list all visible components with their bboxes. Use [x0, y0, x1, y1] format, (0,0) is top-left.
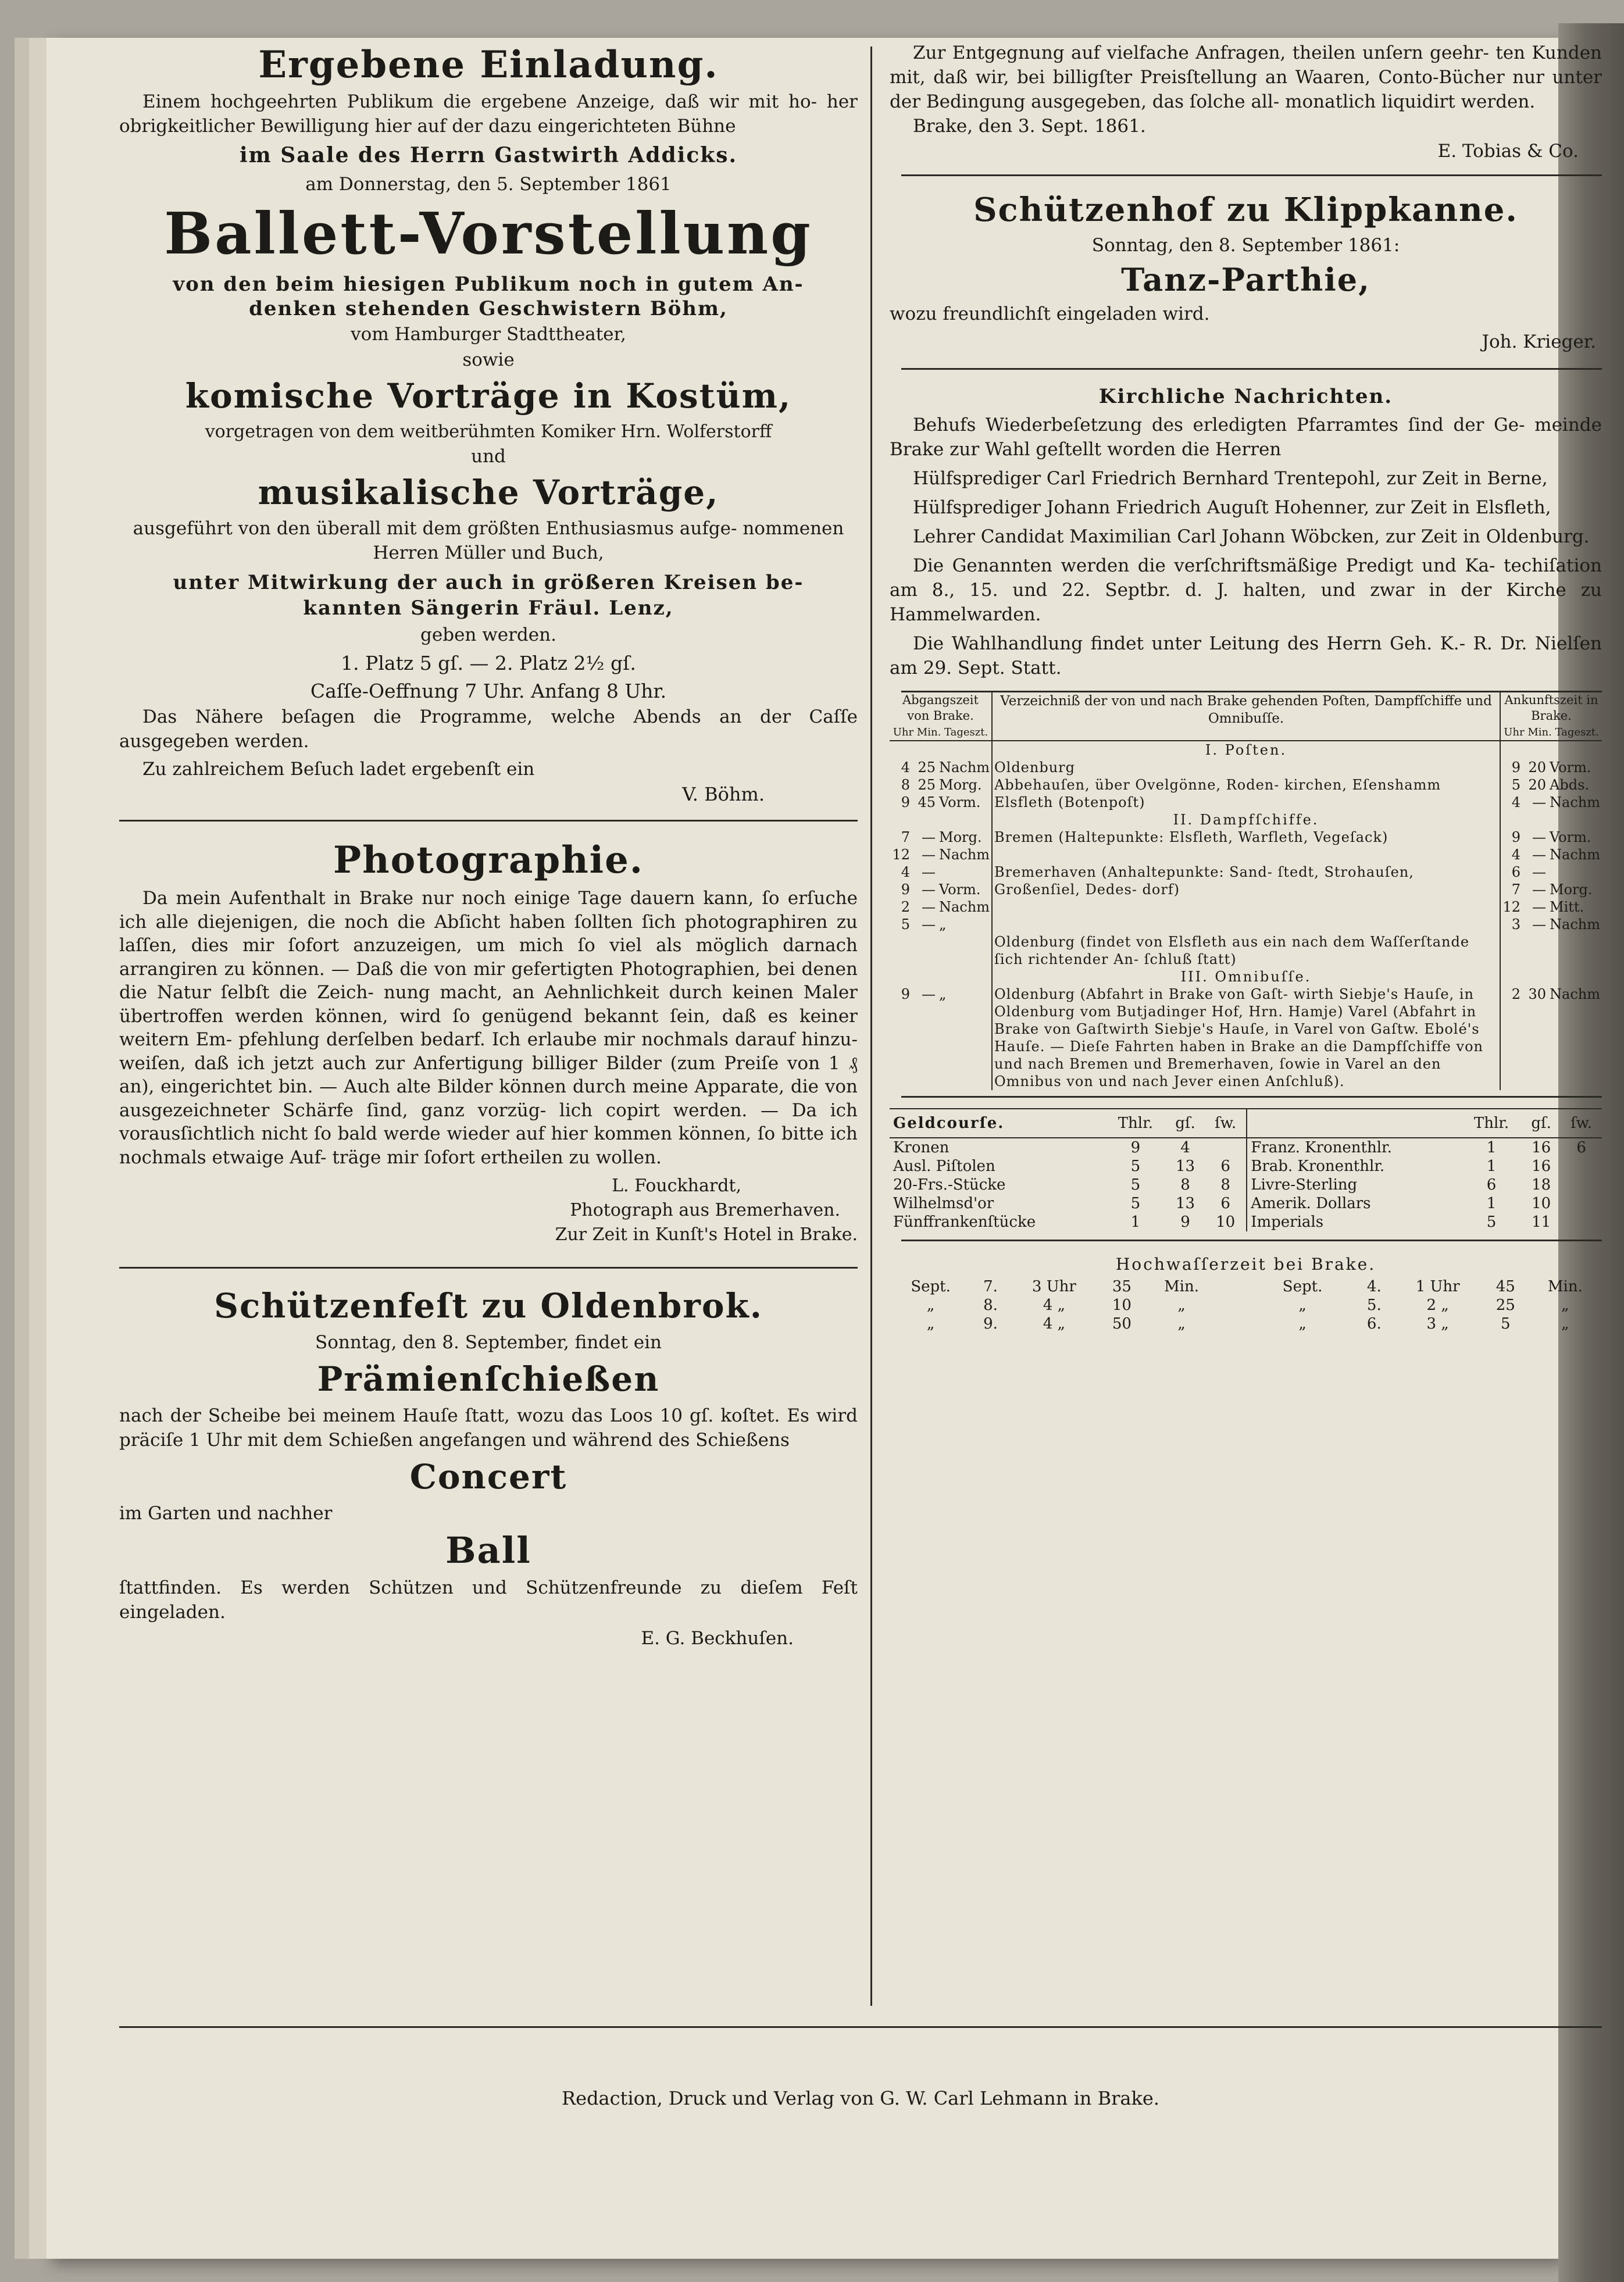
- geld-cell: 10: [1532, 1195, 1551, 1212]
- separator: [119, 1267, 858, 1269]
- fahrplan-ab-m: —: [922, 986, 936, 1002]
- einladung-byline: von den beim hiesigen Publikum noch in gutem An- denken stehenden Geschwistern Böhm,: [173, 273, 804, 320]
- schuetzenfest-signature: E. G. Beckhuſen.: [641, 1628, 794, 1649]
- hochwasser-cell: „: [1177, 1297, 1186, 1314]
- geld-header-cell: Thlr.: [1118, 1115, 1153, 1132]
- ad-photographie: [119, 834, 858, 1247]
- geld-cell: Amerik. Dollars: [1247, 1194, 1461, 1213]
- photo-sig2: Photograph aus Bremerhaven.: [570, 1200, 840, 1220]
- fahrplan-an-m: [1522, 933, 1548, 968]
- geld-header-cell: ſw.: [1571, 1115, 1593, 1132]
- kirche-p3: Die Wahlhandlung findet unter Leitung des Herrn Geh. K.- R. Dr. Nielſen am 29. Sept. Statt.: [890, 633, 1602, 678]
- schuetzenfest-ball: Ball: [445, 1529, 531, 1572]
- geld-cell: [1205, 1138, 1247, 1157]
- fahrplan-cell: [937, 811, 992, 828]
- fahrplan-header-an: Ankunftszeit in Brake. Uhr Min. Tageszt.: [1500, 692, 1602, 741]
- fahrplan-row: [890, 863, 1602, 933]
- einladung-besuch: Zu zahlreichem Beſuch ladet ergebenſt ein: [142, 759, 535, 780]
- einladung-signature: V. Böhm.: [682, 783, 765, 805]
- fahrplan-section-row: [890, 968, 1602, 985]
- hochwasser-row: [890, 1315, 1602, 1333]
- geld-cell: Kronen: [893, 1139, 950, 1156]
- fahrplan-section-row: [890, 811, 1602, 828]
- fahrplan-cell: [1522, 968, 1548, 985]
- geld-cell: 5: [1130, 1195, 1141, 1212]
- fahrplan-row: [890, 933, 1602, 968]
- fahrplan-cell: [1500, 811, 1522, 828]
- fahrplan-ab-t: Morg. Nachm: [939, 829, 990, 863]
- schuetzenfest-date: Sonntag, den 8. September, findet ein: [315, 1332, 662, 1353]
- fahrplan-an-t: Abds.: [1550, 777, 1590, 793]
- geld-cell: 10: [1216, 1213, 1236, 1231]
- fahrplan-text: Bremerhaven (Anhaltepunkte: Sand- ſtedt, Strohauſen, Großenſiel, Dedes- dorf): [992, 863, 1500, 933]
- fahrplan-ab-t: „: [939, 986, 947, 1002]
- fahrplan-ab-h: 8: [901, 777, 910, 793]
- hochwasser-row: [890, 1296, 1602, 1315]
- geld-cell: 5: [1130, 1158, 1141, 1175]
- photo-sig3: Zur Zeit in Kunſt's Hotel in Brake.: [555, 1224, 858, 1245]
- tobias-body: Zur Entgegnung auf vielfache Anfragen, theilen unſern geehr- ten Kunden mit, daß wir, bei billigſter Preisſtellung an Waaren, Conto-Bücher nur unter der Bedingung ausgegeben, das ſolche all- monatlich liquidirt werden.: [890, 42, 1602, 112]
- geld-cell: 1: [1486, 1139, 1497, 1156]
- fahrplan-section-row: [890, 741, 1602, 759]
- geld-cell: Wilhelmsd'or: [893, 1195, 994, 1212]
- fahrplan-an-t: Morg. Mitt. Nachm: [1550, 881, 1600, 933]
- hochwasser-cell: „: [926, 1297, 935, 1314]
- separator: [901, 1096, 1602, 1098]
- ad-einladung: [119, 41, 858, 807]
- left-column: [119, 41, 858, 1652]
- fahrplan-an-h: [1500, 933, 1522, 968]
- geld-cell: 1: [1486, 1158, 1497, 1175]
- geld-cell: 11: [1532, 1213, 1551, 1231]
- fahrplan-cell: [890, 741, 912, 759]
- fahrplan-ab-t: Morg.: [939, 777, 982, 793]
- geld-cell: [1561, 1157, 1602, 1176]
- geld-cell: Ausl. Piſtolen: [893, 1158, 995, 1175]
- hochwasser-cell: 8.: [983, 1297, 998, 1314]
- fahrplan-an-m: — —: [1532, 829, 1547, 863]
- fahrplan-an-h: 6 7 12 3: [1500, 863, 1522, 933]
- ad-tobias: [890, 41, 1602, 164]
- hochwasser-cell: 4 „: [1043, 1297, 1065, 1314]
- hochwasser-cell: Min.: [1547, 1278, 1583, 1295]
- hochwasser-cell: „: [1298, 1315, 1307, 1333]
- hochwasser-cell: 7.: [983, 1278, 998, 1295]
- geld-cell: 13: [1175, 1158, 1195, 1175]
- geld-cell: 8: [1220, 1176, 1230, 1194]
- einladung-musik: musikalische Vorträge,: [258, 473, 719, 512]
- fahrplan-cell: [937, 968, 992, 985]
- fahrplan-ab-t: Nachm: [939, 759, 990, 776]
- fahrplan-cell: [912, 741, 937, 759]
- hochwasser-cell: Sept.: [911, 1278, 951, 1295]
- geld-row: [890, 1194, 1602, 1213]
- geld-header-cell: gſ.: [1531, 1115, 1551, 1132]
- fahrplan-section-dampfschiffe: II. Dampfſchiffe.: [992, 811, 1500, 828]
- hochwasser-cell: Sept.: [1282, 1278, 1323, 1295]
- fahrplan-row: [890, 759, 1602, 776]
- geld-cell: 1: [1486, 1195, 1497, 1212]
- geld-row: [890, 1176, 1602, 1194]
- hochwasser-cell: 25: [1495, 1297, 1515, 1314]
- geld-cell: 20-Frs.-Stücke: [893, 1176, 1006, 1194]
- geld-cell: [1561, 1213, 1602, 1231]
- geld-cell: 6: [1576, 1139, 1586, 1156]
- fahrplan-cell: [1522, 811, 1548, 828]
- fahrplan-ab-h: 7 12: [892, 829, 910, 863]
- geld-cell: Franz. Kronenthlr.: [1247, 1138, 1461, 1157]
- hochwasser-cell: „: [1298, 1297, 1307, 1314]
- fahrplan-cell: [1548, 811, 1602, 828]
- fahrplan-body: [890, 741, 1602, 1090]
- kirchliche-nachrichten: [890, 380, 1602, 680]
- hochwasser-cell: 3 „: [1426, 1315, 1449, 1333]
- fahrplan-cell: [937, 741, 992, 759]
- separator: [901, 1240, 1602, 1241]
- geld-cell: [1561, 1194, 1602, 1213]
- fahrplan-section-omnibusse: III. Omnibuſſe.: [992, 968, 1500, 985]
- hochwasser-cell: 9.: [983, 1315, 998, 1333]
- kirche-title: Kirchliche Nachrichten.: [1098, 385, 1393, 408]
- einladung-komische: komische Vorträge in Kostüm,: [185, 376, 792, 416]
- geld-cell: 5: [1486, 1213, 1497, 1231]
- fahrplan-ab-m: 25: [918, 777, 936, 793]
- geld-cell: 5: [1130, 1176, 1141, 1194]
- fahrplan-an-t: Nachm: [1550, 794, 1600, 810]
- klippkanne-signature: Joh. Krieger.: [1482, 331, 1596, 352]
- geld-row: [890, 1138, 1602, 1157]
- fahrplan-an-t: Vorm. Nachm: [1550, 829, 1600, 863]
- fahrplan-ab-h: 9: [901, 986, 910, 1002]
- einladung-naehere: Das Nähere beſagen die Programme, welche Abends an der Caſſe ausgegeben werden.: [119, 706, 858, 752]
- fahrplan-an-t: Vorm.: [1550, 759, 1591, 776]
- geld-cell: 18: [1532, 1176, 1551, 1194]
- imprint-footer: Redaction, Druck und Verlag von G. W. Carl Lehmann in Brake.: [562, 2087, 1159, 2109]
- fahrplan-an-t: [1548, 933, 1602, 968]
- kirche-p2: Die Genannten werden die verſchriftsmäßige Predigt und Ka- techiſation am 8., 15. und 22. Septbr. d. J. halten, und zwar in der Kirche zu Hammelwarden.: [890, 555, 1602, 625]
- geldcourse-table: [890, 1108, 1602, 1231]
- klippkanne-invite: wozu freundlichſt eingeladen wird.: [890, 303, 1210, 324]
- geld-header-cell: [1247, 1109, 1461, 1138]
- hochwasser-row: [890, 1277, 1602, 1296]
- klippkanne-event: Tanz-Parthie,: [1121, 261, 1370, 298]
- klippkanne-date: Sonntag, den 8. September 1861:: [1091, 235, 1400, 256]
- hochwasser-cell: 1 Uhr: [1415, 1278, 1460, 1295]
- fahrplan-ab-h: 9: [901, 794, 910, 810]
- geld-cell: 6: [1220, 1158, 1230, 1175]
- geld-cell: 8: [1180, 1176, 1190, 1194]
- fahrplan-cell: [890, 811, 912, 828]
- hochwasser-cell: „: [1561, 1315, 1569, 1333]
- geld-cell: 9: [1130, 1139, 1141, 1156]
- fahrplan-text: Abbehauſen, über Ovelgönne, Roden- kirchen, Eſenshamm: [992, 776, 1500, 794]
- fahrplan-cell: [1548, 741, 1602, 759]
- geld-row: [890, 1157, 1602, 1176]
- fahrplan-cell: [1522, 741, 1548, 759]
- schuetzenfest-body: nach der Scheibe bei meinem Hauſe ſtatt, wozu das Loos 10 gſ. koſtet. Es wird präciſe 1 Uhr mit dem Schießen angefangen und während des Schießens: [119, 1405, 858, 1451]
- hochwasser-cell: 6.: [1366, 1315, 1382, 1333]
- fahrplan-cell: [912, 811, 937, 828]
- fahrplan-ab-m: 45: [918, 794, 936, 810]
- column-divider: [870, 47, 872, 2006]
- einladung-komiker: vorgetragen von dem weitberühmten Komiker Hrn. Wolferstorff: [205, 422, 772, 442]
- fahrplan-section-posten: I. Poſten.: [992, 741, 1500, 759]
- fahrplan-table: [890, 692, 1602, 1090]
- geld-cell: 6: [1220, 1195, 1230, 1212]
- hochwasser-title: Hochwaſſerzeit bei Brake.: [1115, 1255, 1376, 1274]
- fahrplan-an-h: 9: [1500, 759, 1522, 776]
- hochwasser-cell: „: [1177, 1315, 1186, 1333]
- fahrplan-an-m: 30: [1528, 986, 1547, 1002]
- hochwasser-cell: 5: [1500, 1315, 1511, 1333]
- hochwasser-cell: Min.: [1164, 1278, 1200, 1295]
- fahrplan-text: Oldenburg (findet von Elsfleth aus ein nach dem Waſſerſtande ſich richtender An- ſchluß ſtatt): [992, 933, 1500, 968]
- hochwasser-cell: 2 „: [1426, 1297, 1449, 1314]
- fahrplan-row: [890, 828, 1602, 863]
- fahrplan-an-m: —: [1532, 794, 1547, 810]
- fahrplan-text: Oldenburg: [992, 759, 1500, 776]
- hochwasser-cell: „: [926, 1315, 935, 1333]
- geld-cell: Imperials: [1247, 1213, 1461, 1231]
- hochwasser-cell: 5.: [1366, 1297, 1382, 1314]
- fahrplan-header-ab: Abgangszeit von Brake. Uhr Min. Tageszt.: [890, 692, 992, 741]
- fahrplan-cell: [1500, 968, 1522, 985]
- kirche-candidate-2: Hülfsprediger Johann Friedrich Auguſt Hohenner, zur Zeit in Elsfleth,: [913, 497, 1551, 518]
- photo-sig1: L. Fouckhardt,: [612, 1176, 741, 1196]
- geld-header-cell: ſw.: [1215, 1115, 1237, 1132]
- geld-cell: 13: [1175, 1195, 1195, 1212]
- fahrplan-text: Elsfleth (Botenpoſt): [992, 794, 1500, 811]
- geld-cell: 1: [1130, 1213, 1141, 1231]
- einladung-show-title: Ballett-Vorstellung: [164, 201, 813, 267]
- kirche-candidate-3: Lehrer Candidat Maximilian Carl Johann Wöbcken, zur Zeit in Oldenburg.: [913, 526, 1590, 547]
- fahrplan-cell: [890, 968, 912, 985]
- hochwasser-table: [890, 1277, 1602, 1333]
- hochwasser-cell: 4 „: [1043, 1315, 1065, 1333]
- fahrplan-header-mid: Verzeichniß der von und nach Brake gehenden Poſten, Dampfſchiffe und Omnibuſſe.: [992, 692, 1500, 741]
- fahrplan-ab-h: 4: [901, 759, 910, 776]
- fahrplan-ab-m: — —: [922, 829, 936, 863]
- fahrplan-ab-h: 4 9 2 5: [901, 864, 910, 933]
- schuetzenfest-title: Schützenfeſt zu Oldenbrok.: [214, 1286, 763, 1326]
- fahrplan-an-h: 5: [1500, 776, 1522, 794]
- hochwasser-cell: 4.: [1366, 1278, 1382, 1295]
- separator: [119, 820, 858, 822]
- geld-cell: 4: [1180, 1139, 1190, 1156]
- geld-header-cell: Geldcourſe.: [893, 1115, 1005, 1132]
- einladung-musik-desc: ausgeführt von den überall mit dem größten Enthusiasmus aufge- nommenen Herren Müller und Buch,: [133, 518, 844, 563]
- einladung-sowie: sowie: [462, 349, 515, 370]
- fahrplan-cell: [1500, 741, 1522, 759]
- hochwasser-cell: 45: [1495, 1278, 1515, 1295]
- schuetzenfest-body2: ſtattfinden. Es werden Schützen und Schützenfreunde zu dieſem Feſt eingeladen.: [119, 1577, 858, 1623]
- geld-header-cell: Thlr.: [1473, 1115, 1509, 1132]
- fahrplan-row: [890, 794, 1602, 811]
- photo-title: Photographie.: [333, 838, 644, 882]
- schuetzenfest-concert: Concert: [409, 1457, 567, 1497]
- fahrplan-cell: [1548, 968, 1602, 985]
- geld-cell: 9: [1180, 1213, 1190, 1231]
- kirche-candidate-1: Hülfsprediger Carl Friedrich Bernhard Trentepohl, zur Zeit in Berne,: [913, 468, 1548, 489]
- fahrplan-cell: [912, 968, 937, 985]
- fahrplan-an-m: 20: [1528, 777, 1547, 793]
- einladung-und: und: [471, 446, 506, 467]
- fahrplan-ab-m: — — — —: [922, 864, 936, 933]
- geld-header-cell: gſ.: [1175, 1115, 1195, 1132]
- geld-cell: [1561, 1176, 1602, 1194]
- fahrplan-an-h: 4: [1500, 794, 1522, 811]
- hochwasser-cell: 35: [1112, 1278, 1132, 1295]
- separator: [901, 174, 1602, 176]
- hochwasser-body: [890, 1277, 1602, 1333]
- geld-cell: Brab. Kronenthlr.: [1247, 1157, 1461, 1176]
- geld-cell: 16: [1532, 1158, 1551, 1175]
- fahrplan-row: [890, 776, 1602, 794]
- schuetzenfest-praemien: Prämienſchießen: [317, 1359, 660, 1399]
- fahrplan-ab-t: [937, 933, 992, 968]
- tobias-date: Brake, den 3. Sept. 1861.: [913, 116, 1146, 137]
- ad-klippkanne: [890, 187, 1602, 358]
- einladung-oeffnung: Caſſe-Oeffnung 7 Uhr. Anfang 8 Uhr.: [310, 680, 667, 702]
- schuetzenfest-garten: im Garten und nachher: [119, 1503, 333, 1524]
- einladung-intro: Einem hochgeehrten Publikum die ergebene Anzeige, daß wir mit ho- her obrigkeitlicher Bewilligung hier auf der dazu eingerichteten Bühne: [119, 91, 858, 137]
- fahrplan-an-t: Nachm: [1550, 986, 1600, 1002]
- fahrplan-ab-t: Vorm. Nachm „: [939, 881, 990, 933]
- hochwasser-cell: 50: [1112, 1315, 1132, 1333]
- geld-header: [890, 1109, 1602, 1138]
- einladung-preise: 1. Platz 5 gſ. — 2. Platz 2½ gſ.: [341, 652, 636, 674]
- separator: [901, 368, 1602, 370]
- fahrplan-text: Bremen (Haltepunkte: Elsfleth, Warfleth, Vegeſack): [992, 828, 1500, 863]
- ad-schuetzenfest: [119, 1281, 858, 1652]
- klippkanne-title: Schützenhof zu Klippkanne.: [973, 191, 1518, 229]
- geld-row: [890, 1213, 1602, 1231]
- fahrplan-ab-m: [912, 933, 937, 968]
- einladung-mitwirkung: unter Mitwirkung der auch in größeren Kreisen be- kannten Sängerin Fräul. Lenz,: [173, 571, 804, 620]
- separator: [119, 2026, 1602, 2028]
- hochwasser-cell: 10: [1112, 1297, 1132, 1314]
- einladung-from: vom Hamburger Stadttheater,: [351, 324, 626, 345]
- photo-body: Da mein Aufenthalt in Brake nur noch einige Tage dauern kann, ſo erſuche ich alle diejenigen, die noch die Abſicht haben ſollten ſich photographiren zu laſſen, dies mir ſofort anzuzeigen, um mich ſo viel als möglich darnach arrangiren zu können. — Daß die von mir gefertigten Photographien, bei denen die Natur ſelbſt die Zeich- nung macht, an Aehnlichkeit durch keinen Maler übertroffen werden können, wird ſo genügend bekannt ſein, daß es keiner weitern Em- pfehlung derſelben bedarf. Ich erlaube mir nochmals darauf hinzu- weiſen, daß ich jetzt auch zur Anfertigung billiger Bilder (zum Preiſe von 1 ₰ an), eingerichtet bin. — Auch alte Bilder können durch meine Apparate, die von ausgezeichneter Schärfe ſind, ganz vorzüg- lich copirt werden. — Da ich vorausſichtlich nicht ſo bald werde wieder auf hier kommen können, ſo bitte ich nochmals etwaige Auf- träge mir ſofort ertheilen zu wollen.: [119, 888, 858, 1168]
- einladung-date: am Donnerstag, den 5. September 1861: [305, 174, 672, 195]
- einladung-geben: geben werden.: [420, 624, 556, 645]
- fahrplan-ab-m: 25: [918, 759, 936, 776]
- hochwasser-cell: 3 Uhr: [1031, 1278, 1076, 1295]
- fahrplan-an-h: 9 4: [1500, 828, 1522, 863]
- fahrplan-text: Oldenburg (Abfahrt in Brake von Gaſt- wirth Siebje's Hauſe, in Oldenburg vom Butjadinger Hof, Hrn. Hamje) Varel (Abfahrt in Brake von Gaſtwirth Siebje's Hauſe, in Varel von Gaſtw. Ebolé's Hauſe. — Dieſe Fahrten haben in Brake an die Dampfſchiffe von und nach Bremen und Bremerhaven, ſowie in Varel an den Omnibus von und nach Jever einen Anſchluß).: [992, 985, 1500, 1090]
- fahrplan-an-m: — — — —: [1532, 864, 1547, 933]
- hochwasser-cell: „: [1561, 1297, 1569, 1314]
- geld-cell: 6: [1486, 1176, 1497, 1194]
- right-column: [890, 41, 1602, 1333]
- geld-cell: 16: [1532, 1139, 1551, 1156]
- tobias-signature: E. Tobias & Co.: [1437, 141, 1579, 162]
- fahrplan-ab-t: Vorm.: [939, 794, 981, 810]
- fahrplan-row: [890, 985, 1602, 1090]
- geld-cell: Fünffrankenſtücke: [893, 1213, 1036, 1231]
- einladung-title: Ergebene Einladung.: [258, 43, 719, 87]
- fahrplan-an-m: 20: [1528, 759, 1547, 776]
- fahrplan-ab-h: [890, 933, 912, 968]
- fahrplan-an-h: 2: [1500, 985, 1522, 1090]
- einladung-venue: im Saale des Herrn Gastwirth Addicks.: [239, 143, 738, 167]
- geld-body: [890, 1138, 1602, 1231]
- geld-cell: Livre-Sterling: [1247, 1176, 1461, 1194]
- kirche-intro: Behufs Wiederbeſetzung des erledigten Pfarramtes ſind der Ge- meinde Brake zur Wahl geſtellt worden die Herren: [890, 415, 1602, 460]
